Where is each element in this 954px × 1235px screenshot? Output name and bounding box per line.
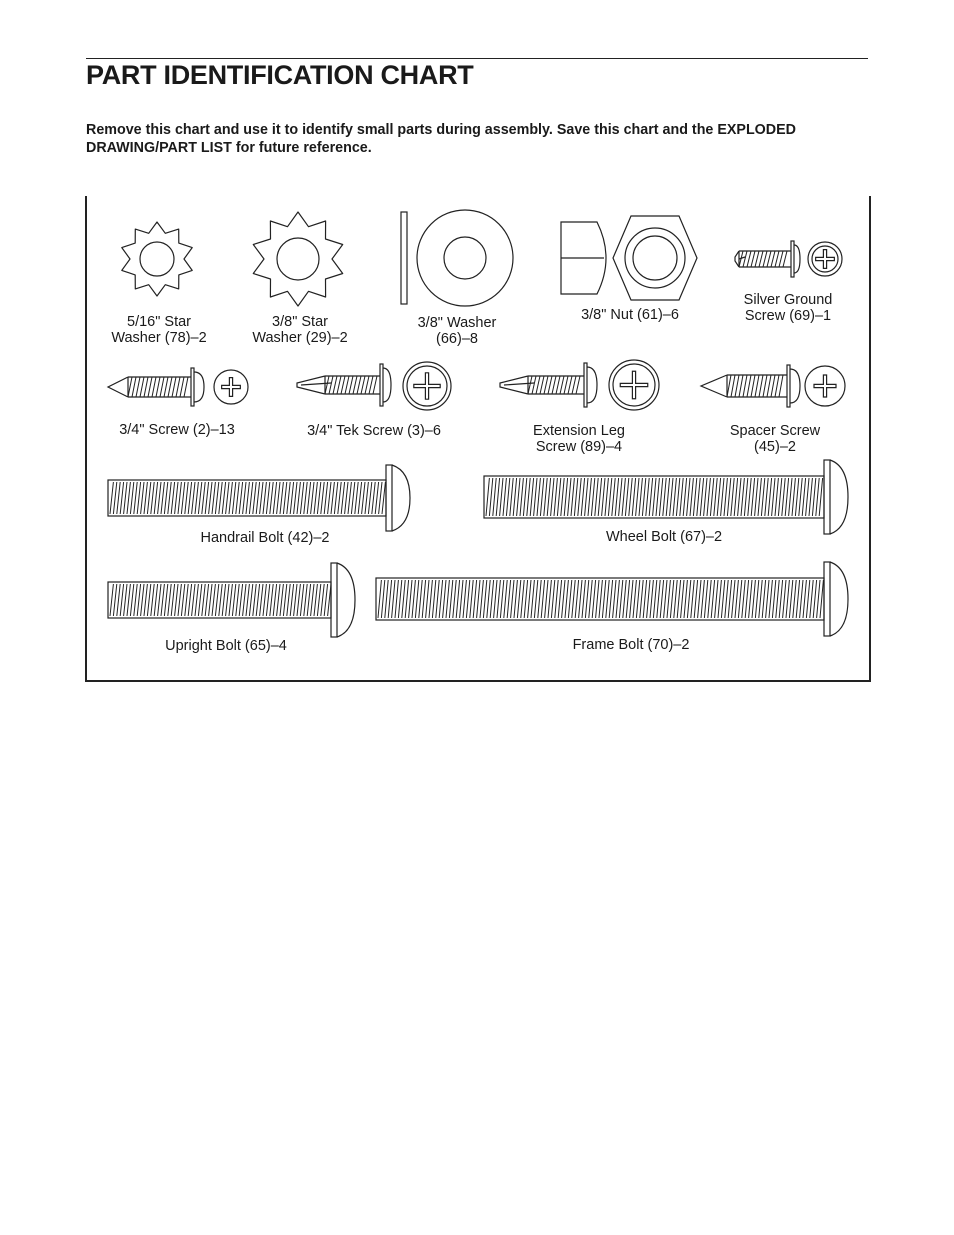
handrail-bolt-icon (108, 465, 410, 531)
nut-3-8-icon (561, 216, 697, 300)
star-washer-3-8-label: 3/8" Star Washer (29)–2 (252, 314, 348, 346)
silver-ground-screw-head-icon (808, 242, 842, 276)
intro-text: Remove this chart and use it to identify small parts during assembly. Save this chart and the EXPLODED DRAWING/PART LIST for future reference. (86, 122, 796, 156)
silver-ground-screw-icon (735, 241, 800, 277)
wheel-bolt-icon (484, 460, 848, 534)
spacer-screw-head-icon (805, 366, 845, 406)
extension-leg-screw-icon (500, 363, 597, 407)
spacer-screw-icon (701, 365, 800, 407)
star-washer-5-16-icon (122, 222, 192, 296)
star-washer-5-16-label: 5/16" Star Washer (78)–2 (111, 314, 207, 346)
handrail-bolt-label: Handrail Bolt (42)–2 (200, 530, 330, 546)
wheel-bolt-label: Wheel Bolt (67)–2 (605, 529, 723, 545)
tek-screw-3-4-label: 3/4" Tek Screw (3)–6 (307, 423, 441, 439)
screw-3-4-label: 3/4" Screw (2)–13 (119, 422, 235, 438)
upright-bolt-icon (108, 563, 355, 637)
extension-leg-screw-head-icon (609, 360, 659, 410)
washer-3-8-icon (401, 210, 513, 306)
nut-3-8-label: 3/8" Nut (61)–6 (581, 307, 679, 323)
extension-leg-screw-label: Extension Leg Screw (89)–4 (533, 423, 625, 455)
frame-bolt-label: Frame Bolt (70)–2 (572, 637, 690, 653)
washer-3-8-label: 3/8" Washer (66)–8 (417, 315, 497, 347)
upright-bolt-label: Upright Bolt (65)–4 (165, 638, 287, 654)
screw-3-4-head-icon (214, 370, 248, 404)
frame-bolt-icon (376, 562, 848, 636)
tek-screw-3-4-icon (297, 364, 391, 406)
spacer-screw-label: Spacer Screw (45)–2 (729, 423, 821, 455)
star-washer-3-8-icon (253, 212, 342, 306)
page-title: PART IDENTIFICATION CHART (86, 60, 474, 90)
screw-3-4-icon (108, 368, 204, 406)
tek-screw-3-4-head-icon (403, 362, 451, 410)
silver-ground-screw-label: Silver Ground Screw (69)–1 (743, 292, 833, 324)
